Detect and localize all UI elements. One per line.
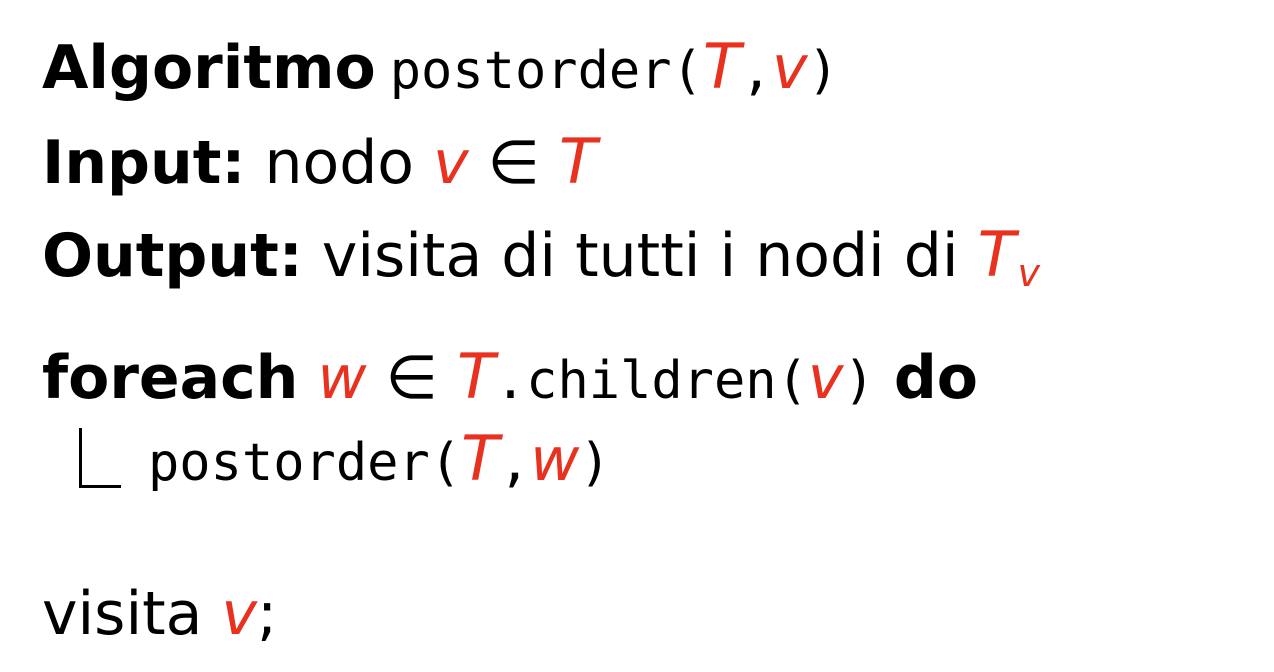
input-var-tree: T: [559, 125, 597, 198]
call-close: ): [579, 433, 611, 493]
input-line: [42, 125, 597, 198]
loop-var-node: v: [807, 343, 844, 413]
visit-var-node: v: [221, 579, 257, 649]
output-keyword: Output:: [42, 221, 303, 291]
loop-body-bracket: [79, 428, 121, 488]
call-name: postorder(: [148, 433, 462, 493]
algorithm-keyword: Algoritmo: [42, 33, 376, 103]
visit-line: [42, 579, 278, 649]
foreach-keyword: foreach: [42, 343, 299, 413]
input-text: nodo: [264, 128, 414, 198]
foreach-line: [42, 340, 978, 413]
param-tree: T: [702, 30, 741, 103]
loop-var-child: w: [317, 343, 367, 413]
output-text: visita di tutti i nodi di: [321, 221, 959, 291]
algorithm-header: [42, 30, 839, 103]
input-var-node: v: [433, 128, 469, 198]
output-line: [42, 218, 1040, 295]
loop-close: ): [843, 351, 875, 411]
call-comma: ,: [498, 433, 531, 493]
param-comma: ,: [740, 41, 773, 101]
do-keyword: do: [893, 343, 978, 413]
call-var-tree: T: [461, 422, 499, 495]
loop-element-of-symbol: ∈: [385, 343, 438, 413]
input-keyword: Input:: [42, 128, 246, 198]
output-var-tree: T: [977, 218, 1016, 291]
loop-var-tree: T: [456, 340, 495, 413]
output-subscript: v: [1017, 251, 1040, 295]
call-var-child: w: [530, 425, 580, 495]
algorithm-name: postorder(: [389, 41, 703, 101]
visit-text: visita: [42, 579, 203, 649]
element-of-symbol: ∈: [487, 128, 540, 198]
children-method: .children(: [494, 351, 808, 411]
recursive-call-line: [148, 422, 611, 495]
semicolon: ;: [257, 579, 278, 649]
param-node: v: [772, 33, 808, 103]
param-close: ): [807, 41, 839, 101]
